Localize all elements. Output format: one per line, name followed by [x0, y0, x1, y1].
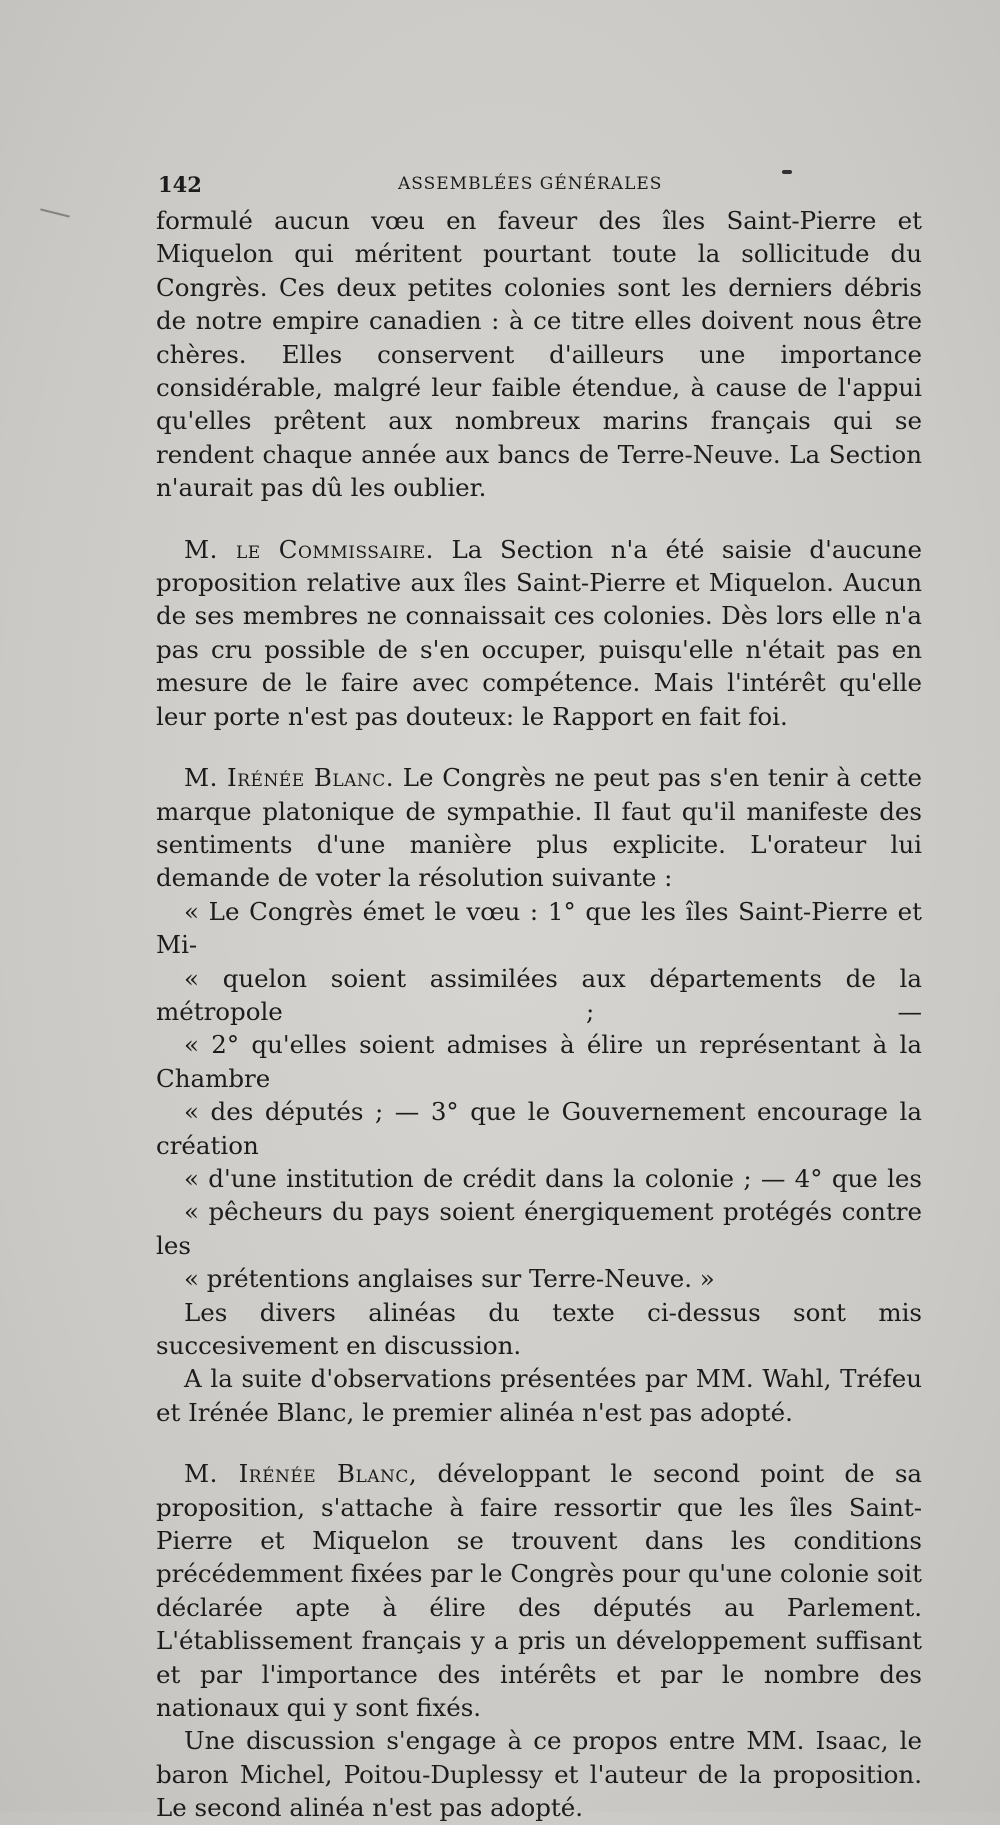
- resolution-line: « prétentions anglaises sur Terre-Neuve. »: [184, 1264, 715, 1294]
- page-header: [158, 172, 858, 202]
- resolution-line: « des députés ; — 3° que le Gouvernement encourage la création: [156, 1097, 922, 1160]
- paragraph-text: La Section n'a été saisie d'aucune proposition relative aux îles Saint-Pierre et Miquelon. Aucun de ses membres ne connaissait ces colonies. Dès lors elle n'a pas cru possible de s'en occuper, puisqu'elle n'était pas en mesure de le faire avec compétence. Mais l'intérêt qu'elle leur porte n'est pas douteux: le Rapport en fait foi.: [156, 534, 922, 731]
- paragraph-text: Le Congrès ne peut pas s'en tenir à cette marque platonique de sympathie. Il faut qu'il manifeste des sentiments d'une manière plus explicite. L'orateur lui demande de voter la résolution suivante :: [156, 763, 922, 893]
- paragraph-text: développant le second point de sa proposition, s'attache à faire ressortir que les îles Saint-Pierre et Miquelon se trouvent dans les conditions précédemment fixées par le Congrès pour qu'une colonie soit déclarée apte à élire des députés au Parlement. L'établissement français y a pris un développement suffisant et par l'importance des intérêts et par le nombre des nationaux qui y sont fixés.: [156, 1459, 922, 1723]
- paragraph-observations: A la suite d'observations présentées par MM. Wahl, Tréfeu et Irénée Blanc, le premier alinéa n'est pas adopté.: [156, 1364, 922, 1427]
- paragraph-continuation: formulé aucun vœu en faveur des îles Saint-Pierre et Miquelon qui méritent pourtant toute la sollicitude du Congrès. Ces deux petites colonies sont les derniers débris de notre empire canadien : à ce titre elles doivent nous être chères. Elles conservent d'ailleurs une importance considérable, malgré leur faible étendue, à cause de l'appui qu'elles prêtent aux nombreux marins français qui se rendent chaque année aux bancs de Terre-Neuve. La Section n'aurait pas dû les oublier.: [156, 206, 922, 503]
- paragraph-second-point: [156, 1457, 922, 1724]
- speaker-name: M. le Commissaire.: [184, 534, 434, 564]
- resolution-line: « 2° qu'elles soient admises à élire un représentant à la Chambre: [156, 1030, 922, 1093]
- resolution-line: « pêcheurs du pays soient énergiquement protégés contre les: [156, 1197, 922, 1260]
- speaker-name: M. Irénée Blanc.: [184, 763, 395, 793]
- page-number: 142: [158, 172, 202, 197]
- margin-pencil-mark: [40, 208, 70, 217]
- resolution-line: « quelon soient assimilées aux départements de la métropole ; —: [156, 963, 922, 1026]
- resolution-line: « d'une institution de crédit dans la colonie ; — 4° que les: [184, 1163, 922, 1193]
- running-head: ASSEMBLÉES GÉNÉRALES: [398, 174, 663, 194]
- header-ink-mark: [782, 170, 792, 174]
- paragraph-commissaire: [156, 533, 922, 733]
- speaker-name: M. Irénée Blanc,: [184, 1459, 418, 1489]
- resolution-quote: [156, 895, 922, 1296]
- paragraph-discussion: Une discussion s'engage à ce propos entre MM. Isaac, le baron Michel, Poitou-Duplessy et l'auteur de la proposition. Le second alinéa n'est pas adopté.: [156, 1726, 922, 1823]
- paragraph-alineas: Les divers alinéas du texte ci-dessus sont mis succesivement en discussion.: [156, 1297, 922, 1360]
- body-text: [156, 204, 922, 1825]
- resolution-line: « Le Congrès émet le vœu : 1° que les îles Saint-Pierre et Mi-: [156, 896, 922, 960]
- paragraph-irenee-blanc: [156, 761, 922, 895]
